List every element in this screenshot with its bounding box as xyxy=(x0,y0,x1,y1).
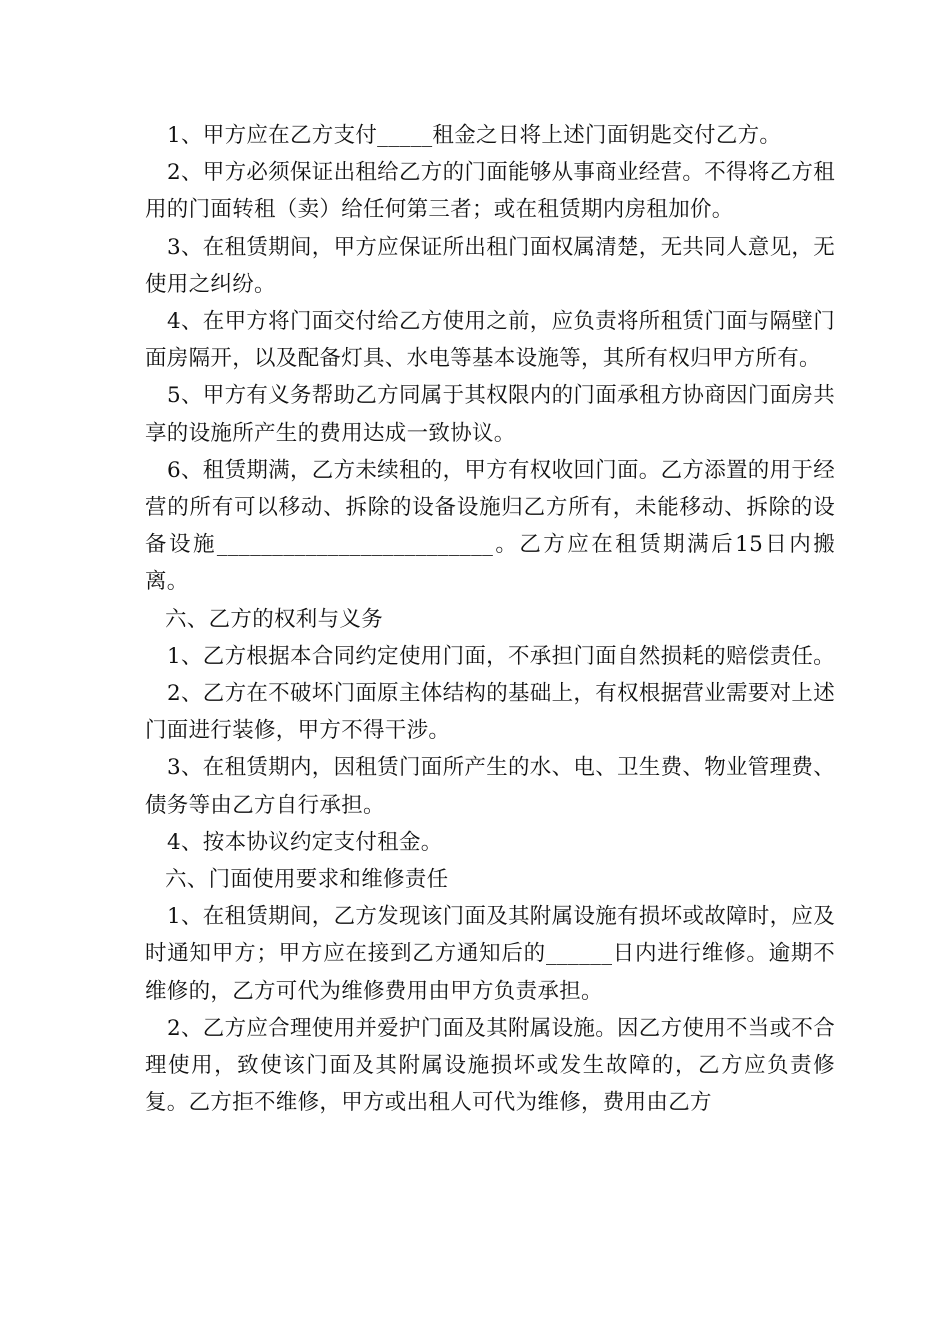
paragraph-tenant-rent: 4、按本协议约定支付租金。 xyxy=(167,829,443,855)
paragraph-tenant-use: 1、乙方根据本合同约定使用门面，不承担门面自然损耗的赔偿责任。 xyxy=(167,643,835,669)
paragraph-landlord-shared-costs: 5、甲方有义务帮助乙方同属于其权限内的门面承租方协商因门面房共享的设施所产生的费用达成一致协议。 xyxy=(145,383,835,446)
section-heading-maintenance: 六、门面使用要求和维修责任 xyxy=(165,867,449,893)
paragraph-landlord-business-guarantee: 2、甲方必须保证出租给乙方的门面能够从事商业经营。不得将乙方租用的门面转租（卖）给任何第三者；或在租赁期内房租加价。 xyxy=(145,160,835,223)
document-body xyxy=(145,117,835,1121)
paragraph-lease-expiry: 6、租赁期满，乙方未续租的，甲方有权收回门面。乙方添置的用于经营的所有可以移动、拆除的设备设施归乙方所有，未能移动、拆除的设备设施_________________________。乙方应在租赁期满后15日内搬离。 xyxy=(145,457,835,595)
paragraph-maintenance-notice: 1、在租赁期间，乙方发现该门面及其附属设施有损坏或故障时，应及时通知甲方；甲方应在接到乙方通知后的______日内进行维修。逾期不维修的，乙方可代为维修费用由甲方负责承担。 xyxy=(145,904,835,1004)
section-heading-tenant-rights: 六、乙方的权利与义务 xyxy=(165,606,384,632)
paragraph-landlord-facilities: 4、在甲方将门面交付给乙方使用之前，应负责将所租赁门面与隔壁门面房隔开，以及配备灯具、水电等基本设施等，其所有权归甲方所有。 xyxy=(145,309,835,372)
paragraph-tenant-care: 2、乙方应合理使用并爱护门面及其附属设施。因乙方使用不当或不合理使用，致使该门面及其附属设施损坏或发生故障的，乙方应负责修复。乙方拒不维修，甲方或出租人可代为维修，费用由乙方 xyxy=(145,1015,835,1116)
paragraph-landlord-ownership-guarantee: 3、在租赁期间，甲方应保证所出租门面权属清楚，无共同人意见，无使用之纠纷。 xyxy=(145,234,835,297)
paragraph-landlord-key-handover: 1、甲方应在乙方支付_____租金之日将上述门面钥匙交付乙方。 xyxy=(167,123,782,148)
paragraph-tenant-renovation: 2、乙方在不破坏门面原主体结构的基础上，有权根据营业需要对上述门面进行装修，甲方不得干涉。 xyxy=(145,681,835,744)
paragraph-tenant-utilities: 3、在租赁期内，因租赁门面所产生的水、电、卫生费、物业管理费、债务等由乙方自行承担。 xyxy=(145,755,835,818)
